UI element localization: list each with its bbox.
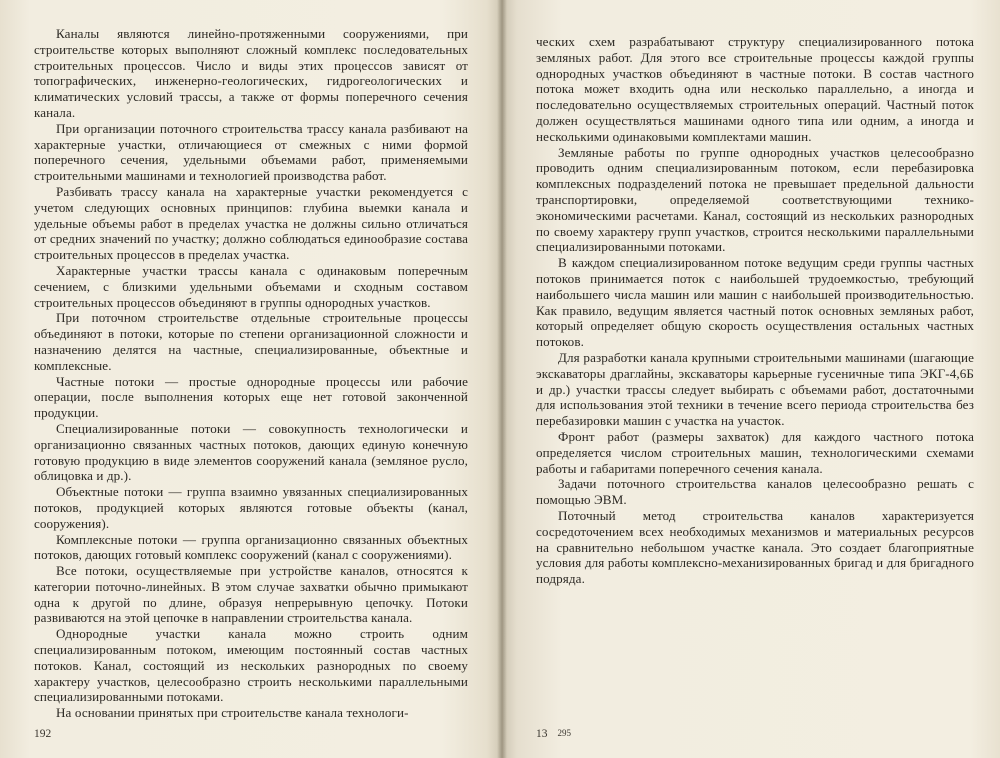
paragraph: Однородные участки канала можно строить одним специализированным потоком, имеющим постоянный состав частных потоков. Канал, состоящий из нескольких разнородных по своему характеру участков, целесообразно строить несколькими параллельными специализированными потоками.: [34, 626, 468, 705]
paragraph: При поточном строительстве отдельные строительные процессы объединяют в потоки, которые по степени организационной сложности и назначению делятся на частные, специализированные, объектные и комплексные.: [34, 310, 468, 373]
paragraph: Частные потоки — простые однородные процессы или рабочие операции, после выполнения которых еще нет готовой законченной продукции.: [34, 373, 468, 421]
paragraph: На основании принятых при строительстве канала технологи-: [56, 705, 409, 721]
signature-mark: 295: [557, 728, 571, 738]
paragraph: Характерные участки трассы канала с одинаковым поперечным сечением, с близкими удельными объемами и сходным составом строительных процессов объединяют в группы однородных участков.: [34, 262, 468, 310]
right-page: [502, 0, 1000, 758]
paragraph: Для разработки канала крупными строительными машинами (шагающие экскаваторы драглайны, экскаваторы карьерные гусеничные типа ЭКГ-4,6Б и др.) участки трассы следует выбирать с объемами работ, достаточными для использования этой техники в течение всего периода строительства без перебазировки машин с участка на участок.: [536, 349, 974, 429]
continued-paragraph: ческих схем разрабатывают структуру специализированного потока земляных работ. Для этого все строительные процессы каждой группы однородных участков объединяют в частные потоки. В состав частного потока может входить одна или несколько параллельно, а иногда и последовательно осуществляемых строительных операций. Частный поток должен осуществляться машинами одного типа или одним, а иногда и несколькими одинаковыми комплектами машин.: [536, 34, 974, 144]
right-page-number: 13: [536, 728, 548, 740]
paragraph: Разбивать трассу канала на характерные участки рекомендуется с учетом следующих основных принципов: глубина выемки канала и удельные объемы работ в пределах участка не должны сильно отличаться от средних значений по участку; должно соблюдаться единообразие состава строительных процессов в пределах участка.: [34, 183, 468, 263]
paragraph: Поточный метод строительства каналов характеризуется сосредоточением всех необходимых механизмов и материальных ресурсов на сравнительно небольшом участке канала. Это создает благоприятные условия для работы комплексно-механизированных бригад и для бригадного подряда.: [536, 507, 974, 587]
paragraph: В каждом специализированном потоке ведущим среди группы частных потоков принимается поток с наибольшей трудоемкостью, требующий наибольшего числа машин или машин с наибольшей производительностью. Как правило, ведущим является частный поток основных земляных работ, который определяет общую скорость осуществления остальных частных потоков.: [536, 255, 974, 350]
right-page-text: [536, 34, 974, 587]
paragraph: Земляные работы по группе однородных участков целесообразно проводить одним специализированным потоком, если перебазировка комплексных подразделений потока не превышает предельной дальности транспортировки, определяемой соответствующими технико-экономическими расчетами. Канал, состоящий из нескольких разнородных по своему характеру групп участков, строится несколькими параллельными специализированными потоками.: [536, 144, 974, 255]
paragraph: Каналы являются линейно-протяженными сооружениями, при строительстве которых выполняют сложный комплекс последовательных строительных процессов. Число и виды этих процессов зависят от топографических, инженерно-геологических, гидрогеологических и климатических условий трассы, а также от формы поперечного сечения канала.: [34, 26, 468, 120]
paragraph: Объектные потоки — группа взаимно увязанных специализированных потоков, продукцией которых являются готовые объекты (канал, сооружения).: [34, 484, 468, 531]
paragraph: Задачи поточного строительства каналов целесообразно решать с помощью ЭВМ.: [536, 476, 974, 508]
paragraph: Все потоки, осуществляемые при устройстве каналов, относятся к категории поточно-линейных. В этом случае захватки обычно примыкают одна к другой по длине, образуя непрерывную цепочку. Потоки развиваются на этой цепочке в направлении строительства канала.: [34, 563, 468, 626]
left-page-text: [34, 26, 468, 721]
left-page-number: 192: [34, 728, 52, 740]
paragraph: Фронт работ (размеры захваток) для каждого частного потока определяется числом строительных машин, технологическими схемами работы и габаритами поперечного сечения канала.: [536, 428, 974, 476]
paragraph: Специализированные потоки — совокупность технологически и организационно связанных частных потоков, дающих единую конечную готовую продукцию в виде элементов сооружений канала (земляное русло, облицовка и др.).: [34, 420, 468, 484]
paragraph: Комплексные потоки — группа организационно связанных объектных потоков, дающих готовый комплекс сооружений (канал с сооружениями).: [34, 531, 468, 563]
right-page-footer: [536, 728, 571, 740]
paragraph: При организации поточного строительства трассу канала разбивают на характерные участки, отличающиеся от смежных с ними формой поперечного сечения, удельными объемами работ, применяемыми строительными машинами и технологией производства работ.: [34, 120, 468, 184]
